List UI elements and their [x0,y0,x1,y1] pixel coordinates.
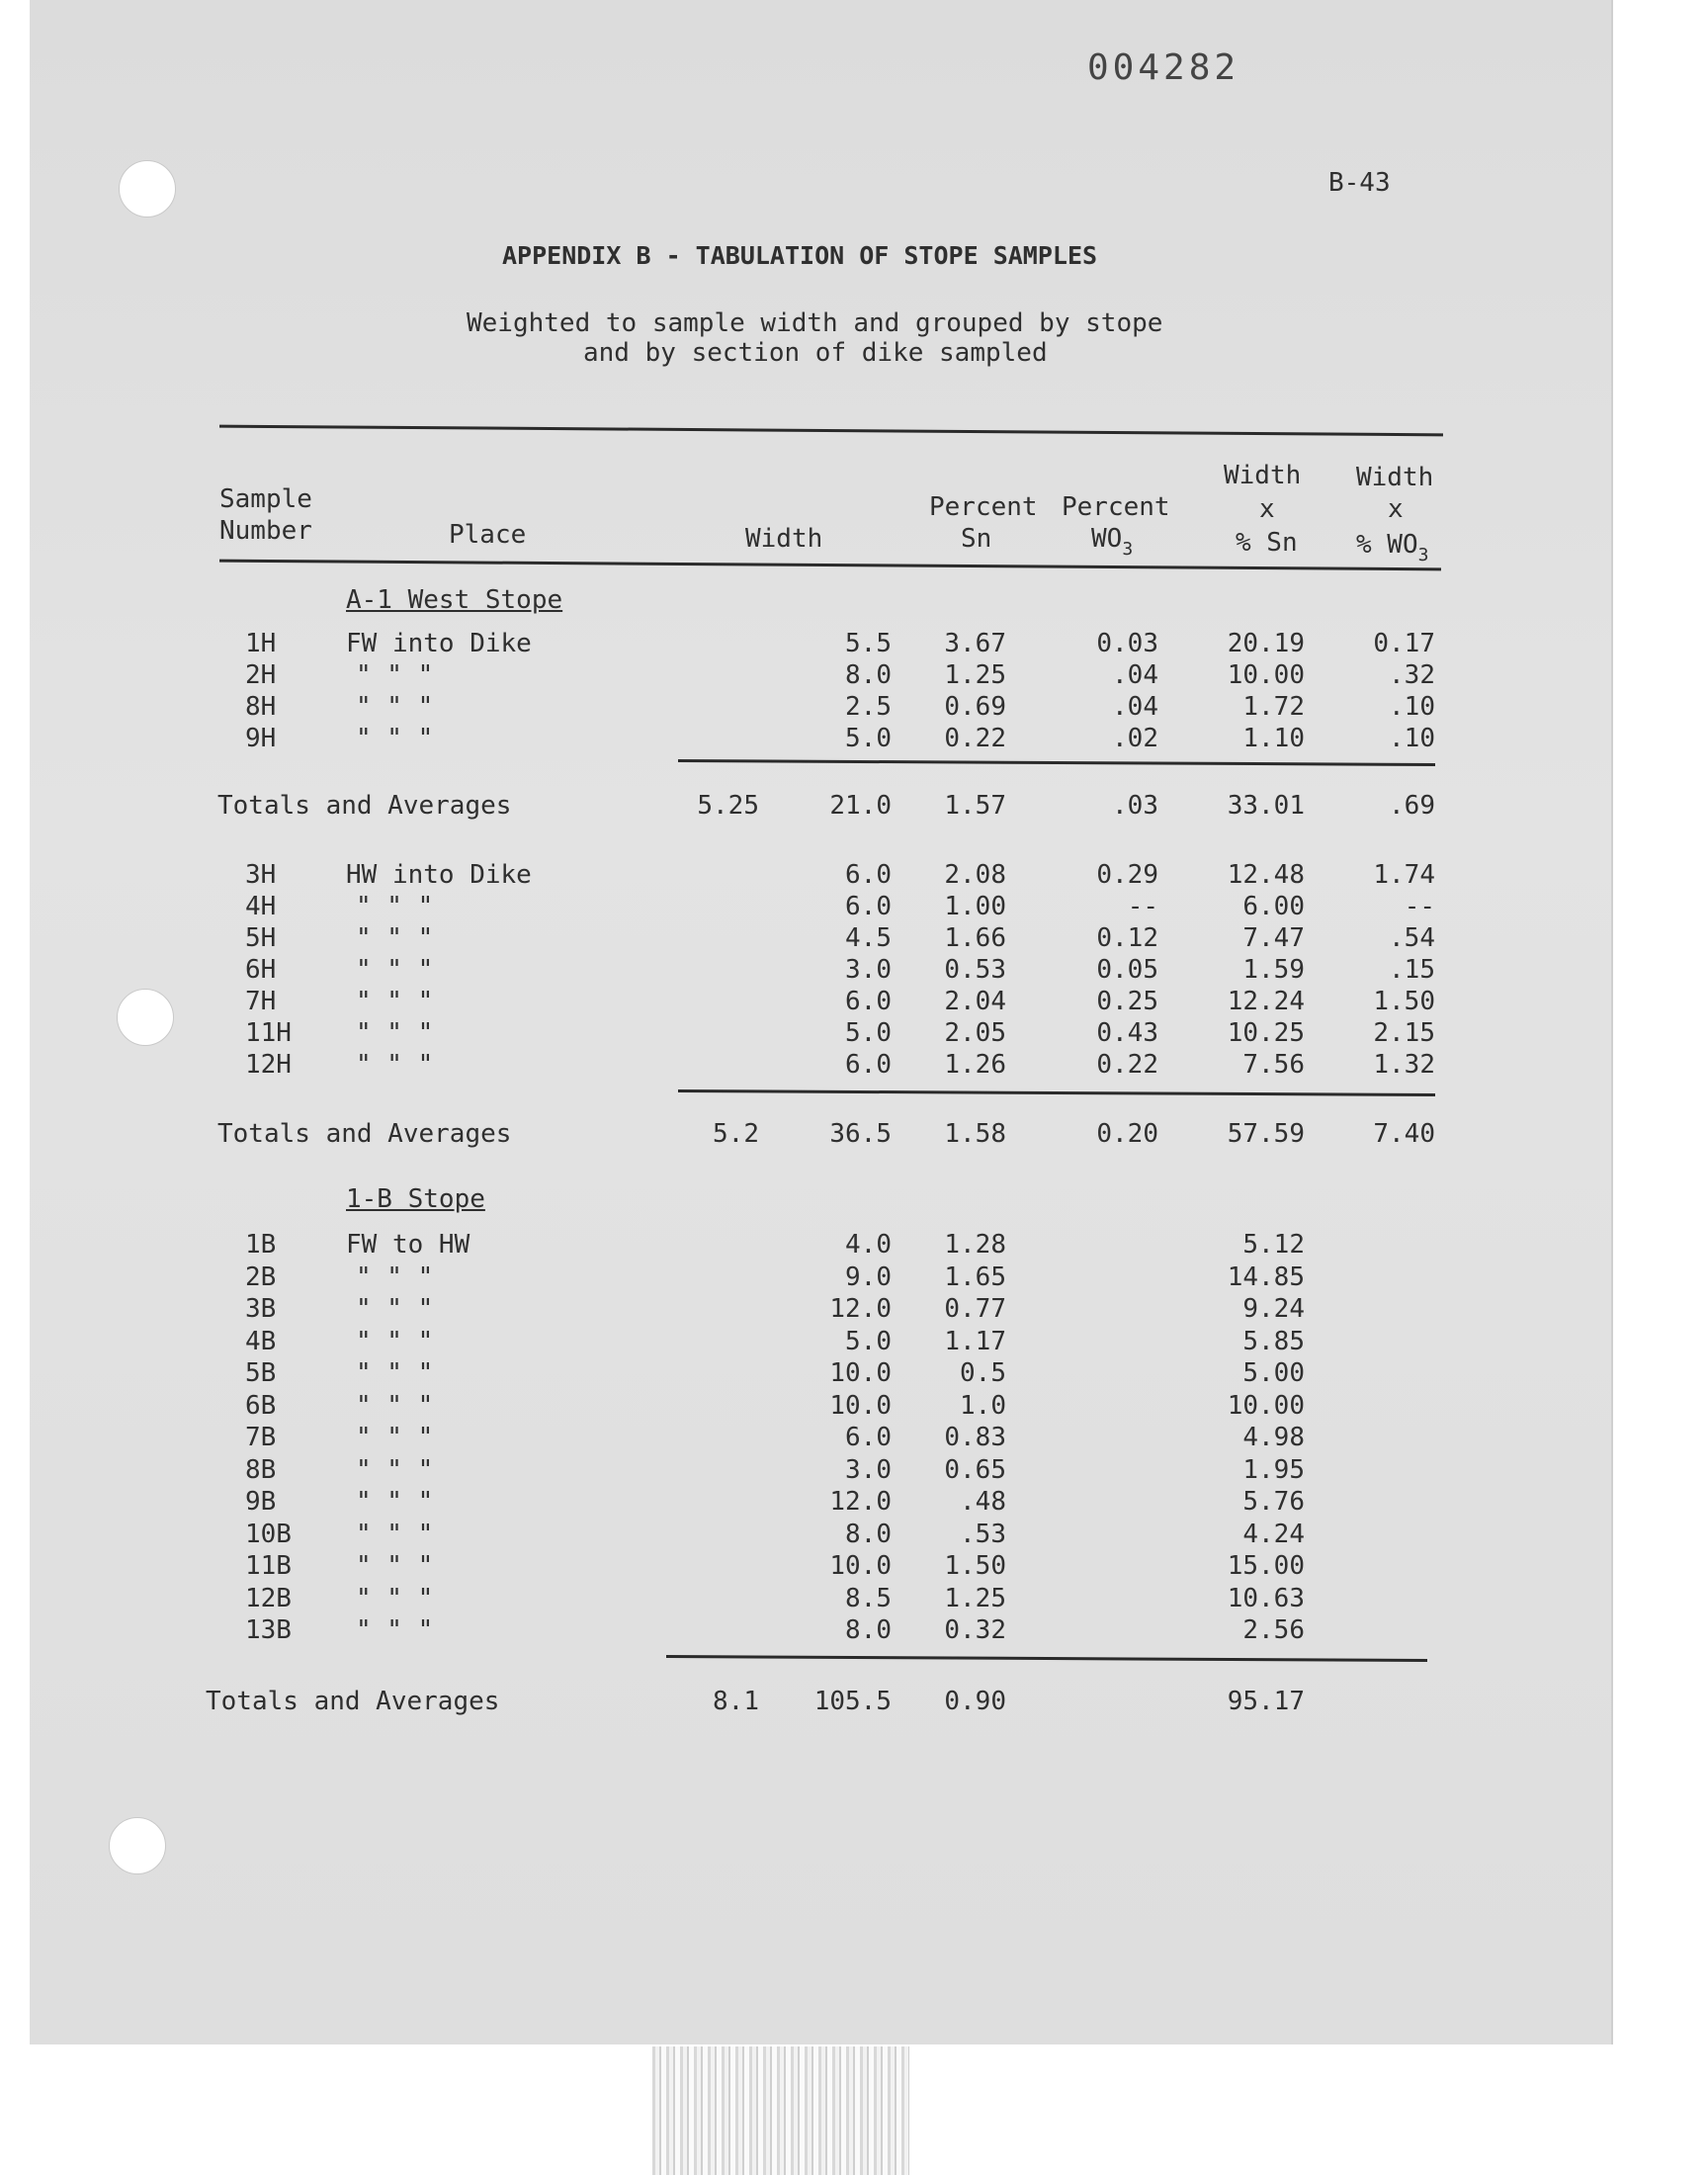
sample-number: 13B [245,1615,292,1645]
sample-number: 5H [245,923,277,953]
totals-wo3: 0.20 [1096,1119,1158,1149]
document-number: 004282 [1087,47,1240,88]
width-x-sn: 20.19 [1227,629,1305,658]
section-title: A-1 West Stope [346,585,563,615]
sample-number: 7H [245,987,277,1016]
percent-sn: 2.05 [944,1018,1006,1048]
sample-place: " " " [356,724,434,753]
sample-place: " " " [356,987,434,1016]
binder-hole-bottom [109,1817,166,1874]
sample-number: 6H [245,955,277,985]
percent-sn: 1.28 [944,1230,1006,1260]
percent-sn: .48 [960,1487,1006,1517]
header-sample: Sample [219,484,312,514]
sample-number: 4B [245,1327,277,1356]
sample-place: " " " [356,1050,434,1080]
totals-average-width: 8.1 [713,1687,759,1716]
totals-label: Totals and Averages [217,1119,512,1149]
header-width-x-wo3: Width [1356,463,1434,492]
percent-wo3: 0.43 [1096,1018,1158,1048]
percent-wo3: .02 [1112,724,1158,753]
sample-place: " " " [356,1018,434,1048]
sample-place: " " " [356,1520,434,1549]
percent-sn: 1.17 [944,1327,1006,1356]
totals-wo3: .03 [1112,791,1158,821]
width-x-sn: 10.00 [1227,660,1305,690]
sample-place: HW into Dike [346,860,532,890]
header-pct-wo3: % $WO_3$ [1356,530,1429,566]
percent-wo3: 0.05 [1096,955,1158,985]
width-x-sn: 1.59 [1242,955,1305,985]
percent-wo3: 0.29 [1096,860,1158,890]
sample-place: " " " [356,1294,434,1324]
header-width-x-sn: Width [1224,461,1302,490]
width-x-sn: 9.24 [1242,1294,1305,1324]
sample-width: 10.0 [829,1391,892,1421]
binder-hole-middle [117,989,174,1046]
sample-place: " " " [356,692,434,722]
sample-number: 1B [245,1230,277,1260]
percent-sn: 1.25 [944,660,1006,690]
width-x-sn: 10.00 [1227,1391,1305,1421]
totals-width: 36.5 [829,1119,892,1149]
percent-sn: 2.04 [944,987,1006,1016]
sample-place: " " " [356,1487,434,1517]
percent-sn: 1.66 [944,923,1006,953]
percent-sn: 1.50 [944,1551,1006,1581]
sample-number: 5B [245,1358,277,1388]
percent-sn: .53 [960,1520,1006,1549]
percent-sn: 1.0 [960,1391,1006,1421]
header-x-sn: x [1259,494,1275,524]
width-x-wo3: 1.32 [1373,1050,1435,1080]
sample-width: 8.0 [845,1520,892,1549]
totals-width-x-sn: 95.17 [1227,1687,1305,1716]
totals-width: 21.0 [829,791,892,821]
header-pct-sn: % Sn [1236,528,1298,558]
sample-width: 12.0 [829,1487,892,1517]
sample-place: " " " [356,1455,434,1485]
width-x-wo3: .10 [1389,724,1435,753]
binder-hole-top [119,160,176,218]
sample-width: 3.0 [845,1455,892,1485]
header-sn: Sn [961,524,992,554]
percent-sn: 1.65 [944,1262,1006,1292]
sample-place: " " " [356,955,434,985]
sample-number: 2B [245,1262,277,1292]
width-x-sn: 15.00 [1227,1551,1305,1581]
sample-width: 8.0 [845,1615,892,1645]
scan-edge-strip [652,2046,909,2175]
sample-width: 6.0 [845,987,892,1016]
width-x-wo3: 1.74 [1373,860,1435,890]
header-percent-wo3: Percent [1062,492,1170,522]
width-x-sn: 5.76 [1242,1487,1305,1517]
sample-place: " " " [356,1327,434,1356]
width-x-sn: 5.12 [1242,1230,1305,1260]
width-x-sn: 1.95 [1242,1455,1305,1485]
percent-wo3: 0.25 [1096,987,1158,1016]
sample-width: 9.0 [845,1262,892,1292]
width-x-sn: 4.24 [1242,1520,1305,1549]
sample-width: 5.0 [845,724,892,753]
width-x-sn: 1.10 [1242,724,1305,753]
width-x-sn: 10.63 [1227,1584,1305,1613]
header-wo3: $WO_3$ [1091,524,1134,560]
sample-number: 4H [245,892,277,921]
sample-number: 9H [245,724,277,753]
sample-place: " " " [356,1358,434,1388]
width-x-sn: 1.72 [1242,692,1305,722]
percent-sn: 0.22 [944,724,1006,753]
width-x-wo3: -- [1404,892,1435,921]
sample-place: " " " [356,1262,434,1292]
width-x-sn: 4.98 [1242,1423,1305,1452]
width-x-sn: 5.00 [1242,1358,1305,1388]
percent-wo3: 0.03 [1096,629,1158,658]
sample-number: 11H [245,1018,292,1048]
percent-sn: 0.53 [944,955,1006,985]
sample-place: " " " [356,892,434,921]
totals-width-x-wo3: 7.40 [1373,1119,1435,1149]
totals-label: Totals and Averages [217,791,512,821]
sample-number: 12B [245,1584,292,1613]
sample-width: 12.0 [829,1294,892,1324]
sample-place: " " " [356,1615,434,1645]
percent-sn: 1.25 [944,1584,1006,1613]
section-title: 1-B Stope [346,1184,485,1214]
percent-wo3: -- [1127,892,1158,921]
sample-width: 6.0 [845,892,892,921]
sample-number: 3B [245,1294,277,1324]
totals-average-width: 5.2 [713,1119,759,1149]
page-label: B-43 [1328,168,1391,198]
sample-width: 5.0 [845,1018,892,1048]
totals-width-x-wo3: .69 [1389,791,1435,821]
width-x-sn: 12.48 [1227,860,1305,890]
width-x-sn: 7.47 [1242,923,1305,953]
sample-width: 8.5 [845,1584,892,1613]
sample-width: 5.0 [845,1327,892,1356]
percent-sn: 3.67 [944,629,1006,658]
header-place: Place [449,520,527,550]
sample-number: 7B [245,1423,277,1452]
percent-wo3: .04 [1112,692,1158,722]
totals-sn: 0.90 [944,1687,1006,1716]
sample-width: 4.0 [845,1230,892,1260]
header-percent-sn: Percent [929,492,1038,522]
sample-place: " " " [356,1584,434,1613]
totals-label: Totals and Averages [206,1687,500,1716]
subtitle-line-1: Weighted to sample width and grouped by stope [467,308,1163,338]
header-x-wo3: x [1388,494,1404,524]
width-x-sn: 12.24 [1227,987,1305,1016]
sample-place: " " " [356,1423,434,1452]
width-x-wo3: .32 [1389,660,1435,690]
width-x-sn: 5.85 [1242,1327,1305,1356]
page-title: APPENDIX B - TABULATION OF STOPE SAMPLES [502,241,1098,270]
sample-place: " " " [356,1551,434,1581]
width-x-wo3: 0.17 [1373,629,1435,658]
percent-wo3: .04 [1112,660,1158,690]
sample-number: 6B [245,1391,277,1421]
sample-width: 2.5 [845,692,892,722]
sample-place: FW to HW [346,1230,470,1260]
width-x-wo3: .10 [1389,692,1435,722]
percent-wo3: 0.22 [1096,1050,1158,1080]
percent-sn: 1.00 [944,892,1006,921]
percent-sn: 0.83 [944,1423,1006,1452]
sample-width: 4.5 [845,923,892,953]
width-x-wo3: .54 [1389,923,1435,953]
width-x-wo3: 1.50 [1373,987,1435,1016]
percent-sn: 0.65 [944,1455,1006,1485]
sample-number: 9B [245,1487,277,1517]
width-x-wo3: .15 [1389,955,1435,985]
subtitle-line-2: and by section of dike sampled [583,338,1048,368]
sample-number: 10B [245,1520,292,1549]
percent-wo3: 0.12 [1096,923,1158,953]
sample-width: 5.5 [845,629,892,658]
totals-sn: 1.57 [944,791,1006,821]
sample-number: 8H [245,692,277,722]
width-x-sn: 7.56 [1242,1050,1305,1080]
width-x-sn: 2.56 [1242,1615,1305,1645]
width-x-sn: 10.25 [1227,1018,1305,1048]
sample-place: " " " [356,923,434,953]
sample-number: 11B [245,1551,292,1581]
percent-sn: 0.77 [944,1294,1006,1324]
totals-average-width: 5.25 [697,791,759,821]
sample-number: 1H [245,629,277,658]
sample-number: 8B [245,1455,277,1485]
percent-sn: 0.32 [944,1615,1006,1645]
width-x-wo3: 2.15 [1373,1018,1435,1048]
totals-width-x-sn: 57.59 [1227,1119,1305,1149]
totals-sn: 1.58 [944,1119,1006,1149]
percent-sn: 0.69 [944,692,1006,722]
sample-width: 6.0 [845,1050,892,1080]
sample-number: 2H [245,660,277,690]
sample-number: 12H [245,1050,292,1080]
sample-width: 8.0 [845,660,892,690]
sample-width: 6.0 [845,1423,892,1452]
width-x-sn: 14.85 [1227,1262,1305,1292]
width-x-sn: 6.00 [1242,892,1305,921]
percent-sn: 0.5 [960,1358,1006,1388]
sample-width: 10.0 [829,1551,892,1581]
totals-width-x-sn: 33.01 [1227,791,1305,821]
sample-width: 3.0 [845,955,892,985]
sample-number: 3H [245,860,277,890]
header-width: Width [745,524,823,554]
sample-place: " " " [356,660,434,690]
percent-sn: 1.26 [944,1050,1006,1080]
totals-width: 105.5 [813,1687,892,1716]
sample-place: " " " [356,1391,434,1421]
percent-sn: 2.08 [944,860,1006,890]
header-number: Number [219,516,312,546]
sample-width: 10.0 [829,1358,892,1388]
sample-width: 6.0 [845,860,892,890]
sample-place: FW into Dike [346,629,532,658]
